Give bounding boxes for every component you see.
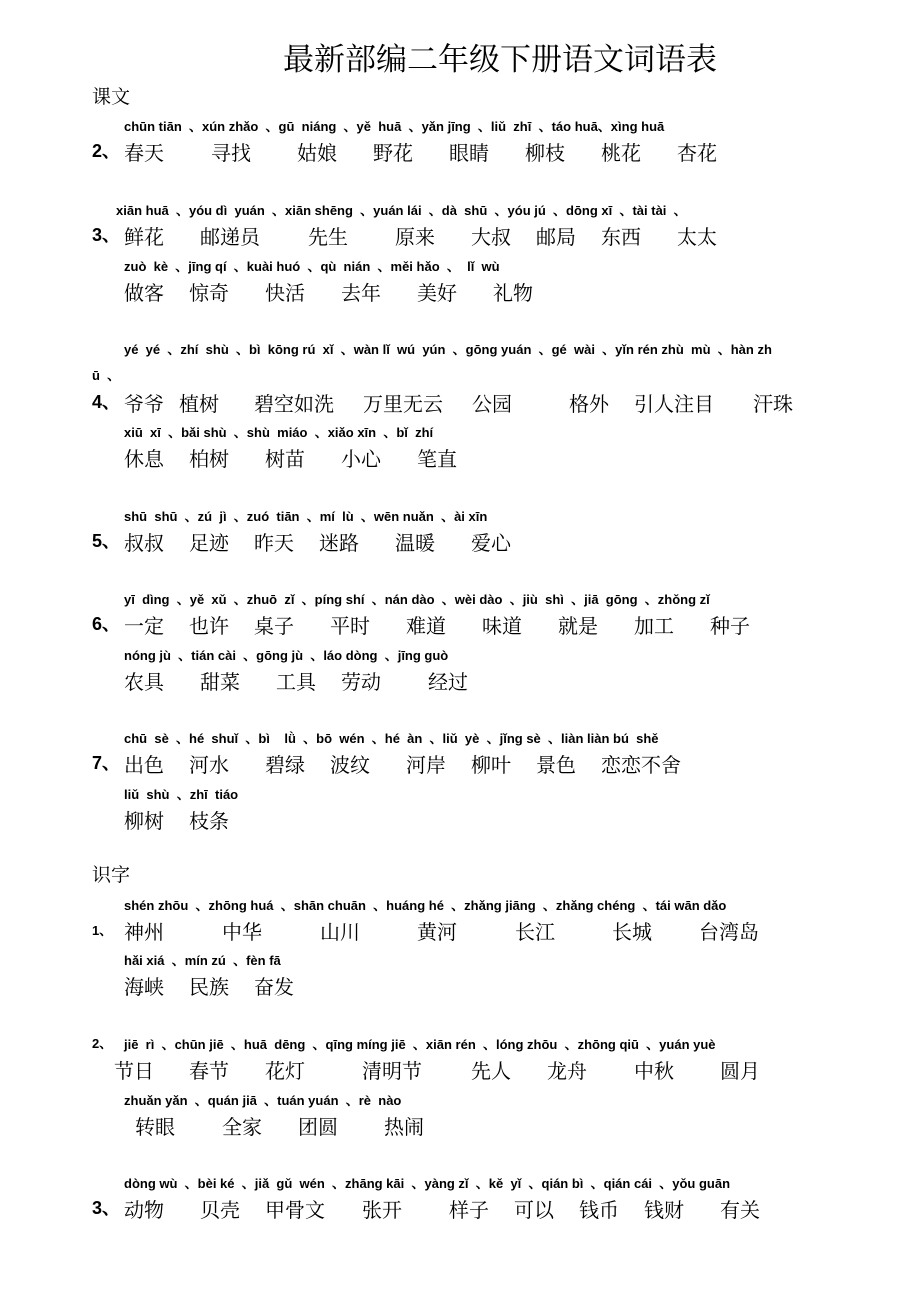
word-line [92,221,717,249]
word: 张开 [362,1198,402,1222]
word: 中秋 [634,1059,674,1083]
word: 柳叶 [471,753,511,777]
word: 黄河 [417,920,457,944]
word: 惊奇 [189,281,229,305]
word: 柳枝 [525,141,565,165]
word: 桌子 [254,614,294,638]
word-line [92,137,717,165]
word: 快活 [265,281,305,305]
word: 甲骨文 [265,1198,325,1222]
word: 加工 [634,614,674,638]
word: 神州 [124,920,164,944]
word: 公园 [472,392,512,416]
word: 河水 [189,753,229,777]
pinyin-line: yī dìng 、yě xǔ 、zhuō zǐ 、píng shí 、nán dào 、wèi dào 、jiù shì 、jiā gōng 、zhǒng zǐ [124,592,710,607]
word: 经过 [428,670,468,694]
word-line [92,388,793,416]
word: 钱币 [579,1198,619,1222]
word: 也许 [189,614,229,638]
word: 钱财 [644,1198,684,1222]
word: 出色 [124,753,164,777]
word: 笔直 [417,447,457,471]
word: 太太 [677,225,717,249]
word: 引人注目 [634,392,714,416]
word: 大叔 [471,225,511,249]
word: 格外 [569,392,609,416]
word: 枝条 [189,809,229,833]
word: 一定 [124,614,164,638]
word: 原来 [395,225,435,249]
word: 清明节 [362,1059,422,1083]
word: 龙舟 [547,1059,587,1083]
word: 春天 [124,141,164,165]
pinyin-number-line [92,1033,124,1052]
word: 礼物 [493,281,533,305]
word: 中华 [222,920,262,944]
item-number: 3、 [92,225,121,245]
word: 团圆 [298,1115,338,1139]
word: 杏花 [677,141,717,165]
word: 姑娘 [297,141,337,165]
word-line [92,749,681,777]
word: 花灯 [265,1059,305,1083]
word: 温暖 [395,531,435,555]
word: 野花 [373,141,413,165]
word: 鲜花 [124,225,164,249]
pinyin-line: chū sè 、hé shuǐ 、bì lǜ 、bō wén 、hé àn 、liǔ yè 、jǐng sè 、liàn liàn bú shě [124,731,659,746]
word: 动物 [124,1198,164,1222]
word: 桃花 [601,141,641,165]
pinyin-line: shén zhōu 、zhōng huá 、shān chuān 、huáng hé 、zhǎng jiāng 、zhǎng chéng 、tái wān dǎo [124,898,727,913]
word: 恋恋不舍 [601,753,681,777]
word: 甜菜 [200,670,240,694]
word: 热闹 [384,1115,424,1139]
word: 汗珠 [753,392,793,416]
item-number: 2、 [92,1036,113,1051]
word: 做客 [124,281,164,305]
word: 农具 [124,670,164,694]
pinyin-line: chūn tiān 、xún zhǎo 、gū niáng 、yě huā 、yǎn jīng 、liǔ zhī 、táo huā、xìng huā [124,119,665,134]
word: 种子 [710,614,750,638]
word: 奋发 [254,975,294,999]
word: 长城 [612,920,652,944]
word: 万里无云 [363,392,443,416]
word-line [92,916,759,944]
word: 柏树 [189,447,229,471]
word-line [92,1194,760,1222]
word: 景色 [536,753,576,777]
pinyin-line: liǔ shù 、zhī tiáo [124,787,239,802]
word: 先生 [308,225,348,249]
word: 有关 [720,1198,760,1222]
word: 迷路 [319,531,359,555]
word: 转眼 [135,1115,175,1139]
word: 邮递员 [200,225,260,249]
section-heading-shizi: 识字 [92,864,131,886]
pinyin-line: jiē rì 、chūn jiē 、huā dēng 、qīng míng jiē 、xiān rén 、lóng zhōu 、zhōng qiū 、yuán yuè [124,1037,716,1052]
word: 贝壳 [200,1198,240,1222]
pinyin-line-continued: ū 、 [92,368,121,383]
item-number: 3、 [92,1198,121,1218]
pinyin-line: yé yé 、zhí shù 、bì kōng rú xǐ 、wàn lǐ wú yún 、gōng yuán 、gé wài 、yǐn rén zhù mù 、hàn zh [124,342,772,357]
item-number: 1、 [92,923,113,938]
word: 碧空如洗 [254,392,334,416]
word: 树苗 [265,447,305,471]
word: 眼睛 [449,141,489,165]
word: 碧绿 [265,753,305,777]
word: 味道 [482,614,522,638]
item-number: 7、 [92,753,121,773]
word: 足迹 [189,531,229,555]
word: 植树 [179,392,219,416]
word: 去年 [341,281,381,305]
word: 样子 [449,1198,489,1222]
pinyin-line: xiān huā 、yóu dì yuán 、xiān shēng 、yuán lái 、dà shū 、yóu jú 、dōng xī 、tài tài 、 [116,203,687,218]
word: 柳树 [124,809,164,833]
item-number: 6、 [92,614,121,634]
word: 美好 [417,281,457,305]
word: 长江 [515,920,555,944]
word: 可以 [514,1198,554,1222]
word: 叔叔 [124,531,164,555]
word: 民族 [189,975,229,999]
pinyin-line: hǎi xiá 、mín zú 、fèn fā [124,953,281,968]
word: 爷爷 [124,392,164,416]
pinyin-line: zhuǎn yǎn 、quán jiā 、tuán yuán 、rè nào [124,1093,402,1108]
word: 平时 [330,614,370,638]
pinyin-line: dòng wù 、bèi ké 、jiǎ gǔ wén 、zhāng kāi 、yàng zǐ 、kě yǐ 、qián bì 、qián cái 、yǒu guān [124,1176,731,1191]
word: 圆月 [720,1059,760,1083]
word: 先人 [471,1059,511,1083]
word: 东西 [601,225,641,249]
word: 小心 [341,447,381,471]
word: 海峡 [124,975,164,999]
word: 河岸 [406,753,446,777]
item-number: 2、 [92,141,121,161]
word: 爱心 [471,531,511,555]
word: 节日 [114,1059,154,1083]
section-heading-kewen: 课文 [92,86,131,108]
pinyin-line: xiū xī 、bǎi shù 、shù miáo 、xiǎo xīn 、bǐ zhí [124,425,434,440]
word: 劳动 [341,670,381,694]
word: 波纹 [330,753,370,777]
word: 休息 [124,447,164,471]
word: 台湾岛 [699,920,759,944]
pinyin-line: zuò kè 、jīng qí 、kuài huó 、qù nián 、měi hǎo 、 lǐ wù [124,259,500,274]
page-title: 最新部编二年级下册语文词语表 [283,42,717,78]
word: 全家 [222,1115,262,1139]
word: 工具 [276,670,316,694]
word: 春节 [189,1059,229,1083]
pinyin-line: nóng jù 、tián cài 、gōng jù 、láo dòng 、jīng guò [124,648,449,663]
word: 邮局 [536,225,576,249]
word: 就是 [558,614,598,638]
word-line [92,527,511,555]
word: 昨天 [254,531,294,555]
word: 寻找 [211,141,251,165]
word: 山川 [320,920,360,944]
item-number: 4、 [92,392,121,412]
item-number: 5、 [92,531,121,551]
word-line [92,610,750,638]
word: 难道 [406,614,446,638]
pinyin-line: shū shū 、zú jì 、zuó tiān 、mí lù 、wēn nuǎn 、ài xīn [124,509,488,524]
